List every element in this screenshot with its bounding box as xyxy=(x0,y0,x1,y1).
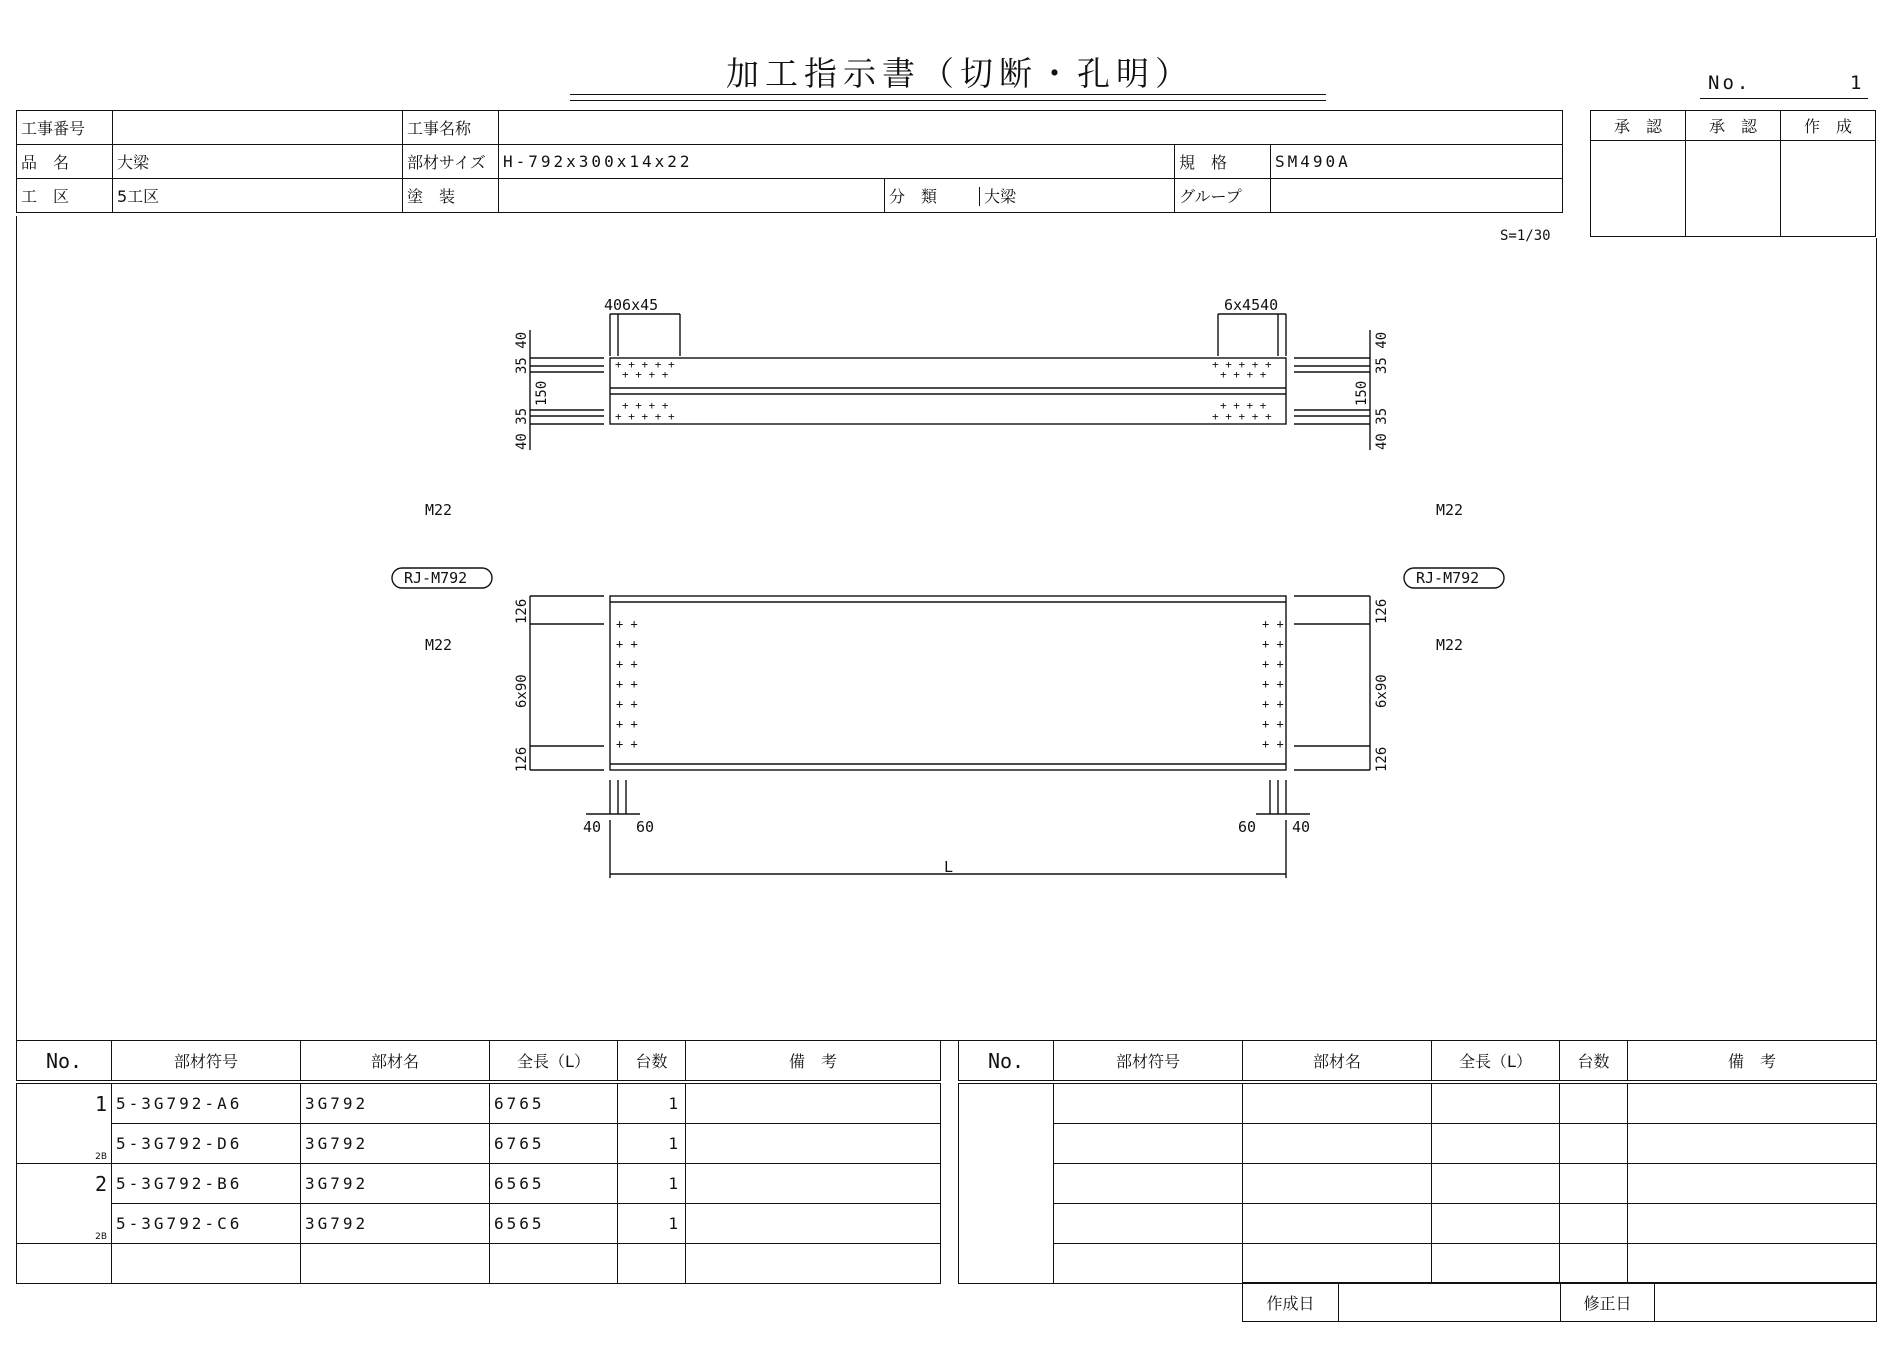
empty-cell xyxy=(959,1124,1054,1164)
svg-text:+ + + + +: + + + + + xyxy=(615,358,675,371)
approval-col-3: 作 成 xyxy=(1781,111,1876,141)
empty-cell xyxy=(1432,1244,1560,1284)
empty-cell xyxy=(1432,1164,1560,1204)
row-code: 5-3G792-B6 xyxy=(112,1164,301,1204)
row-length: 6565 xyxy=(490,1164,618,1204)
row-qty: 1 xyxy=(618,1082,686,1124)
right-vertical-bot: 40 35 xyxy=(1374,407,1390,450)
empty-cell xyxy=(17,1244,112,1284)
buzai-size-value: H-792x300x14x22 xyxy=(499,145,1175,179)
svg-text:+ +: + + xyxy=(1262,697,1284,711)
footer-dates xyxy=(1242,1282,1877,1322)
number-label: No. xyxy=(1708,72,1752,94)
svg-text:+ +: + + xyxy=(1262,637,1284,651)
web-left-bot: 126 xyxy=(514,746,530,772)
kikaku-value: SM490A xyxy=(1271,145,1563,179)
right-vertical-mid: 150 xyxy=(1354,380,1370,406)
empty-cell xyxy=(1243,1082,1432,1124)
parts-header-note: 備 考 xyxy=(1628,1041,1877,1083)
tag-right: RJ-M792 xyxy=(1416,569,1480,587)
row-note xyxy=(686,1082,941,1124)
row-code: 5-3G792-C6 xyxy=(112,1204,301,1244)
row-no: 1 xyxy=(17,1082,112,1124)
row-sub-text: 2B xyxy=(95,1152,107,1162)
hinmei-label: 品 名 xyxy=(17,145,113,179)
empty-cell xyxy=(1432,1124,1560,1164)
svg-text:+ +: + + xyxy=(1262,737,1284,751)
table-row xyxy=(959,1204,1877,1244)
empty-cell xyxy=(959,1082,1054,1124)
dim-top-right: 6x4540 xyxy=(1224,296,1279,314)
row-name: 3G792 xyxy=(301,1082,490,1124)
web-holes xyxy=(616,617,1284,751)
parts-header-length: 全長（L） xyxy=(490,1041,618,1083)
left-vertical-bot: 40 35 xyxy=(514,407,530,450)
bunrui-label-text: 分 類 xyxy=(889,187,938,206)
svg-text:+ +: + + xyxy=(1262,717,1284,731)
empty-cell xyxy=(1628,1082,1877,1124)
kikaku-label: 規 格 xyxy=(1175,145,1271,179)
empty-cell xyxy=(1054,1082,1243,1124)
group-label: グループ xyxy=(1175,179,1271,213)
row-qty: 1 xyxy=(618,1124,686,1164)
empty-cell xyxy=(112,1244,301,1284)
created-label: 作成日 xyxy=(1243,1283,1339,1322)
web-left-top: 126 xyxy=(514,598,530,624)
scale-label: S=1/30 xyxy=(1500,228,1551,244)
created-value xyxy=(1339,1283,1561,1322)
svg-text:+ +: + + xyxy=(1262,677,1284,691)
parts-header-qty: 台数 xyxy=(618,1041,686,1083)
empty-cell xyxy=(1560,1204,1628,1244)
row-note xyxy=(686,1204,941,1244)
parts-header-code: 部材符号 xyxy=(1054,1041,1243,1083)
empty-cell xyxy=(1560,1244,1628,1284)
tosou-label: 塗 装 xyxy=(403,179,499,213)
empty-cell xyxy=(1432,1204,1560,1244)
web-right-mid: 6x90 xyxy=(1374,674,1390,708)
dim-bottom-left-a: 40 xyxy=(583,818,602,836)
parts-header-name: 部材名 xyxy=(301,1041,490,1083)
length-label: L xyxy=(944,858,954,876)
empty-cell xyxy=(1628,1164,1877,1204)
row-note xyxy=(686,1164,941,1204)
bolt-lower-right: M22 xyxy=(1436,636,1464,654)
row-name: 3G792 xyxy=(301,1124,490,1164)
svg-text:+ +: + + xyxy=(616,677,638,691)
parts-table-right xyxy=(958,1040,1877,1284)
web-left-mid: 6x90 xyxy=(514,674,530,708)
empty-cell xyxy=(686,1244,941,1284)
row-length: 6765 xyxy=(490,1124,618,1164)
koji-bango-label: 工事番号 xyxy=(17,111,113,145)
empty-cell xyxy=(1054,1124,1243,1164)
row-name: 3G792 xyxy=(301,1204,490,1244)
revised-value xyxy=(1655,1283,1877,1322)
svg-text:+ + + + +: + + + + + xyxy=(1212,358,1272,371)
tag-left: RJ-M792 xyxy=(404,569,468,587)
svg-text:+ + + + +: + + + + + xyxy=(615,410,675,423)
parts-header-no: No. xyxy=(959,1041,1054,1083)
empty-cell xyxy=(618,1244,686,1284)
empty-cell xyxy=(490,1244,618,1284)
approval-col-1: 承 認 xyxy=(1591,111,1686,141)
number-value: 1 xyxy=(1850,72,1862,94)
parts-header-note: 備 考 xyxy=(686,1041,941,1083)
parts-header-no: No. xyxy=(17,1041,112,1083)
row-code: 5-3G792-D6 xyxy=(112,1124,301,1164)
web-right-bot: 126 xyxy=(1374,746,1390,772)
empty-cell xyxy=(1628,1204,1877,1244)
row-code: 5-3G792-A6 xyxy=(112,1082,301,1124)
web-right-top: 126 xyxy=(1374,598,1390,624)
svg-text:+ +: + + xyxy=(616,657,638,671)
parts-header-name: 部材名 xyxy=(1243,1041,1432,1083)
row-sub xyxy=(17,1124,112,1164)
svg-text:+ + + + +: + + + + + xyxy=(1212,410,1272,423)
svg-text:+ +: + + xyxy=(1262,657,1284,671)
table-row xyxy=(17,1164,941,1204)
empty-cell xyxy=(1628,1244,1877,1284)
flange-view xyxy=(610,358,1286,424)
bolt-lower-left: M22 xyxy=(425,636,453,654)
row-note xyxy=(686,1124,941,1164)
empty-cell xyxy=(1560,1082,1628,1124)
left-vertical-mid: 150 xyxy=(534,380,550,406)
row-qty: 1 xyxy=(618,1164,686,1204)
document-title: 加工指示書（切断・孔明） xyxy=(726,54,1194,93)
svg-text:+ +: + + xyxy=(616,717,638,731)
dim-bottom-left-b: 60 xyxy=(636,818,655,836)
svg-text:+ +: + + xyxy=(616,697,638,711)
empty-cell xyxy=(1243,1124,1432,1164)
table-row xyxy=(959,1244,1877,1284)
empty-cell xyxy=(1054,1204,1243,1244)
row-length: 6765 xyxy=(490,1082,618,1124)
hinmei-value: 大梁 xyxy=(113,145,403,179)
table-row xyxy=(959,1082,1877,1124)
bolt-upper-left: M22 xyxy=(425,501,453,519)
empty-cell xyxy=(1432,1082,1560,1124)
table-row xyxy=(17,1082,941,1124)
table-row xyxy=(959,1124,1877,1164)
row-no: 2 xyxy=(17,1164,112,1204)
dim-bottom-right-a: 60 xyxy=(1238,818,1257,836)
svg-text:+ + + +: + + + + xyxy=(1220,399,1267,412)
table-row-empty xyxy=(17,1244,941,1284)
dim-bottom-right-b: 40 xyxy=(1292,818,1311,836)
bunrui-value: 大梁 xyxy=(979,187,1016,206)
parts-table-left xyxy=(16,1040,941,1284)
approval-col-2: 承 認 xyxy=(1686,111,1781,141)
svg-text:+ +: + + xyxy=(616,617,638,631)
svg-text:+ + + +: + + + + xyxy=(622,399,669,412)
right-vertical-top: 35 40 xyxy=(1374,331,1390,374)
svg-text:+ +: + + xyxy=(1262,617,1284,631)
empty-cell xyxy=(1560,1124,1628,1164)
svg-text:+ +: + + xyxy=(616,737,638,751)
svg-text:+ + + +: + + + + xyxy=(622,368,669,381)
parts-header-code: 部材符号 xyxy=(112,1041,301,1083)
empty-cell xyxy=(1054,1244,1243,1284)
empty-cell xyxy=(1243,1164,1432,1204)
empty-cell xyxy=(959,1164,1054,1204)
empty-cell xyxy=(1560,1164,1628,1204)
empty-cell xyxy=(959,1244,1054,1284)
row-length: 6565 xyxy=(490,1204,618,1244)
flange-holes xyxy=(615,358,1272,423)
empty-cell xyxy=(959,1204,1054,1244)
parts-header-qty: 台数 xyxy=(1560,1041,1628,1083)
parts-header-length: 全長（L） xyxy=(1432,1041,1560,1083)
table-row xyxy=(17,1124,941,1164)
svg-text:+ +: + + xyxy=(616,637,638,651)
empty-cell xyxy=(1243,1204,1432,1244)
empty-cell xyxy=(1243,1244,1432,1284)
row-sub-text: 2B xyxy=(95,1232,107,1242)
kouku-label: 工 区 xyxy=(17,179,113,213)
web-view xyxy=(610,596,1286,770)
empty-cell xyxy=(301,1244,490,1284)
table-row xyxy=(959,1164,1877,1204)
row-sub xyxy=(17,1204,112,1244)
empty-cell xyxy=(1054,1164,1243,1204)
table-row xyxy=(17,1204,941,1244)
row-name: 3G792 xyxy=(301,1164,490,1204)
buzai-size-label: 部材サイズ xyxy=(403,145,499,179)
svg-text:+ + + +: + + + + xyxy=(1220,368,1267,381)
koji-mei-label: 工事名称 xyxy=(403,111,499,145)
left-vertical-top: 35 40 xyxy=(514,331,530,374)
empty-cell xyxy=(1628,1124,1877,1164)
kouku-value: 5工区 xyxy=(113,179,403,213)
revised-label: 修正日 xyxy=(1561,1283,1655,1322)
row-qty: 1 xyxy=(618,1204,686,1244)
dim-top-left: 406x45 xyxy=(604,296,659,314)
bolt-upper-right: M22 xyxy=(1436,501,1464,519)
